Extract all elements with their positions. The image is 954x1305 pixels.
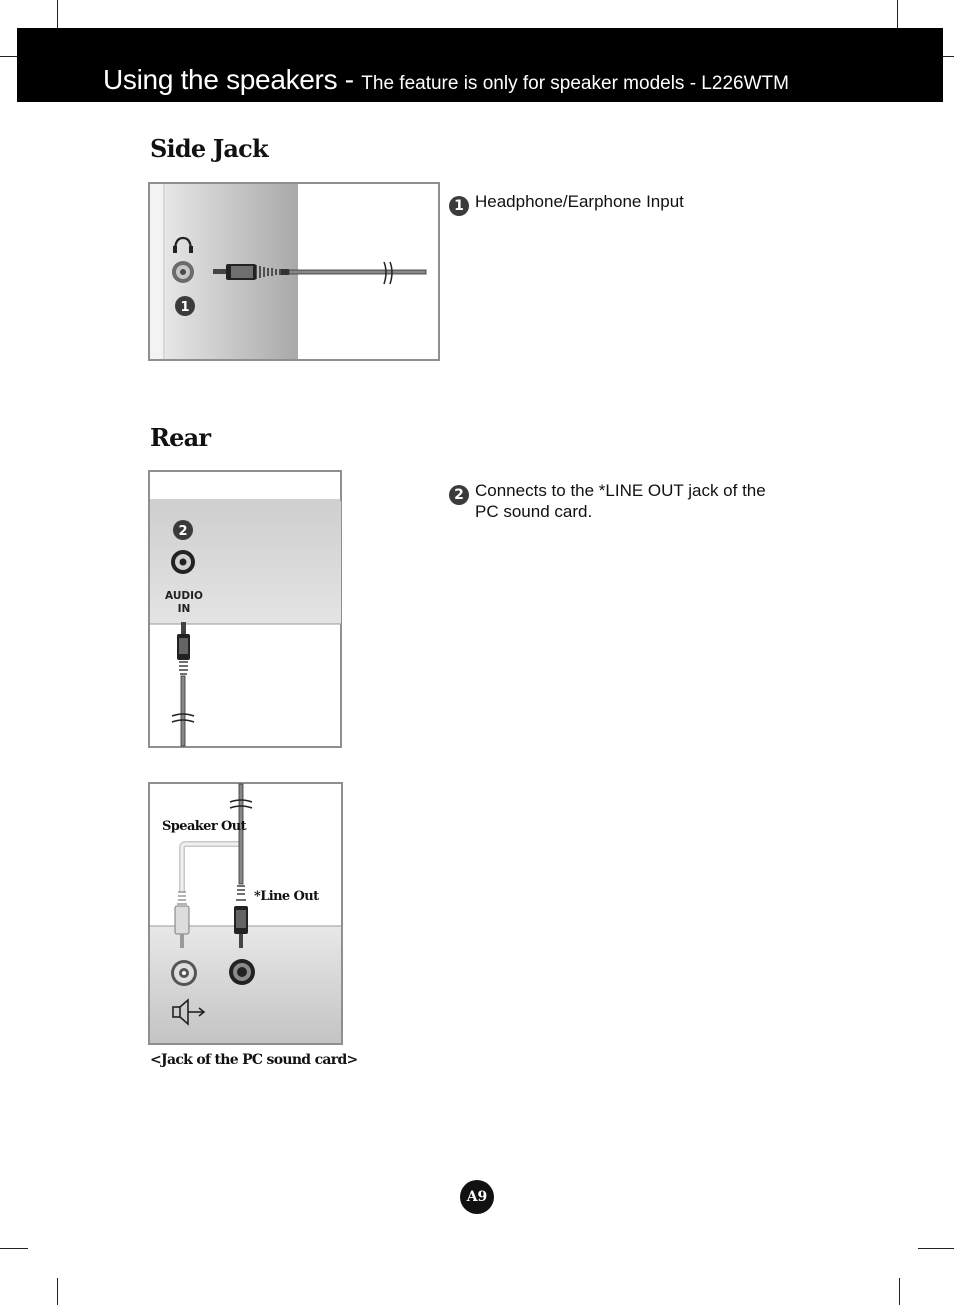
item-description-line-out-line2: PC sound card. — [475, 502, 593, 521]
crop-mark — [943, 56, 954, 57]
header-subtitle: The feature is only for speaker models - L226WTM — [361, 73, 789, 94]
crop-mark — [918, 1248, 954, 1249]
speaker-out-label: Speaker Out — [162, 819, 247, 834]
callout-badge-2-number: 2 — [178, 524, 188, 539]
line-out-jack-socket — [229, 959, 255, 985]
audio-in-label-line2: IN — [177, 603, 191, 615]
speaker-out-jack-socket — [171, 960, 197, 986]
crop-mark — [0, 56, 17, 57]
page-number-badge: A9 — [460, 1180, 494, 1214]
crop-mark — [57, 1278, 58, 1305]
header-title: Using the speakers - — [103, 64, 362, 95]
pc-sound-card-illustration — [148, 782, 344, 1047]
section-title-rear: Rear — [150, 423, 211, 452]
header-title-block — [103, 64, 789, 96]
headphone-cable — [289, 270, 426, 274]
item-description-headphone: Headphone/Earphone Input — [475, 192, 684, 211]
crop-mark — [57, 0, 58, 28]
sound-card-caption: <Jack of the PC sound card> — [150, 1052, 358, 1068]
audio-in-jack-socket — [171, 550, 195, 574]
crop-mark — [897, 0, 898, 28]
item-description-line-out-line1: Connects to the *LINE OUT jack of the — [475, 481, 766, 500]
item-badge-1: 1 — [449, 196, 469, 216]
crop-mark — [899, 1278, 900, 1305]
callout-badge-1-number: 1 — [180, 300, 190, 315]
audio-in-label-line1: AUDIO — [165, 590, 203, 602]
side-jack-illustration — [148, 182, 441, 362]
item-badge-2: 2 — [449, 485, 469, 505]
line-out-label: *Line Out — [254, 889, 319, 904]
item-description-line-out — [475, 480, 766, 522]
rear-audio-in-illustration — [148, 470, 343, 750]
audio-in-cable — [181, 676, 185, 746]
section-title-side-jack: Side Jack — [150, 134, 268, 163]
headphone-jack-socket — [172, 261, 194, 283]
crop-mark — [0, 1248, 28, 1249]
